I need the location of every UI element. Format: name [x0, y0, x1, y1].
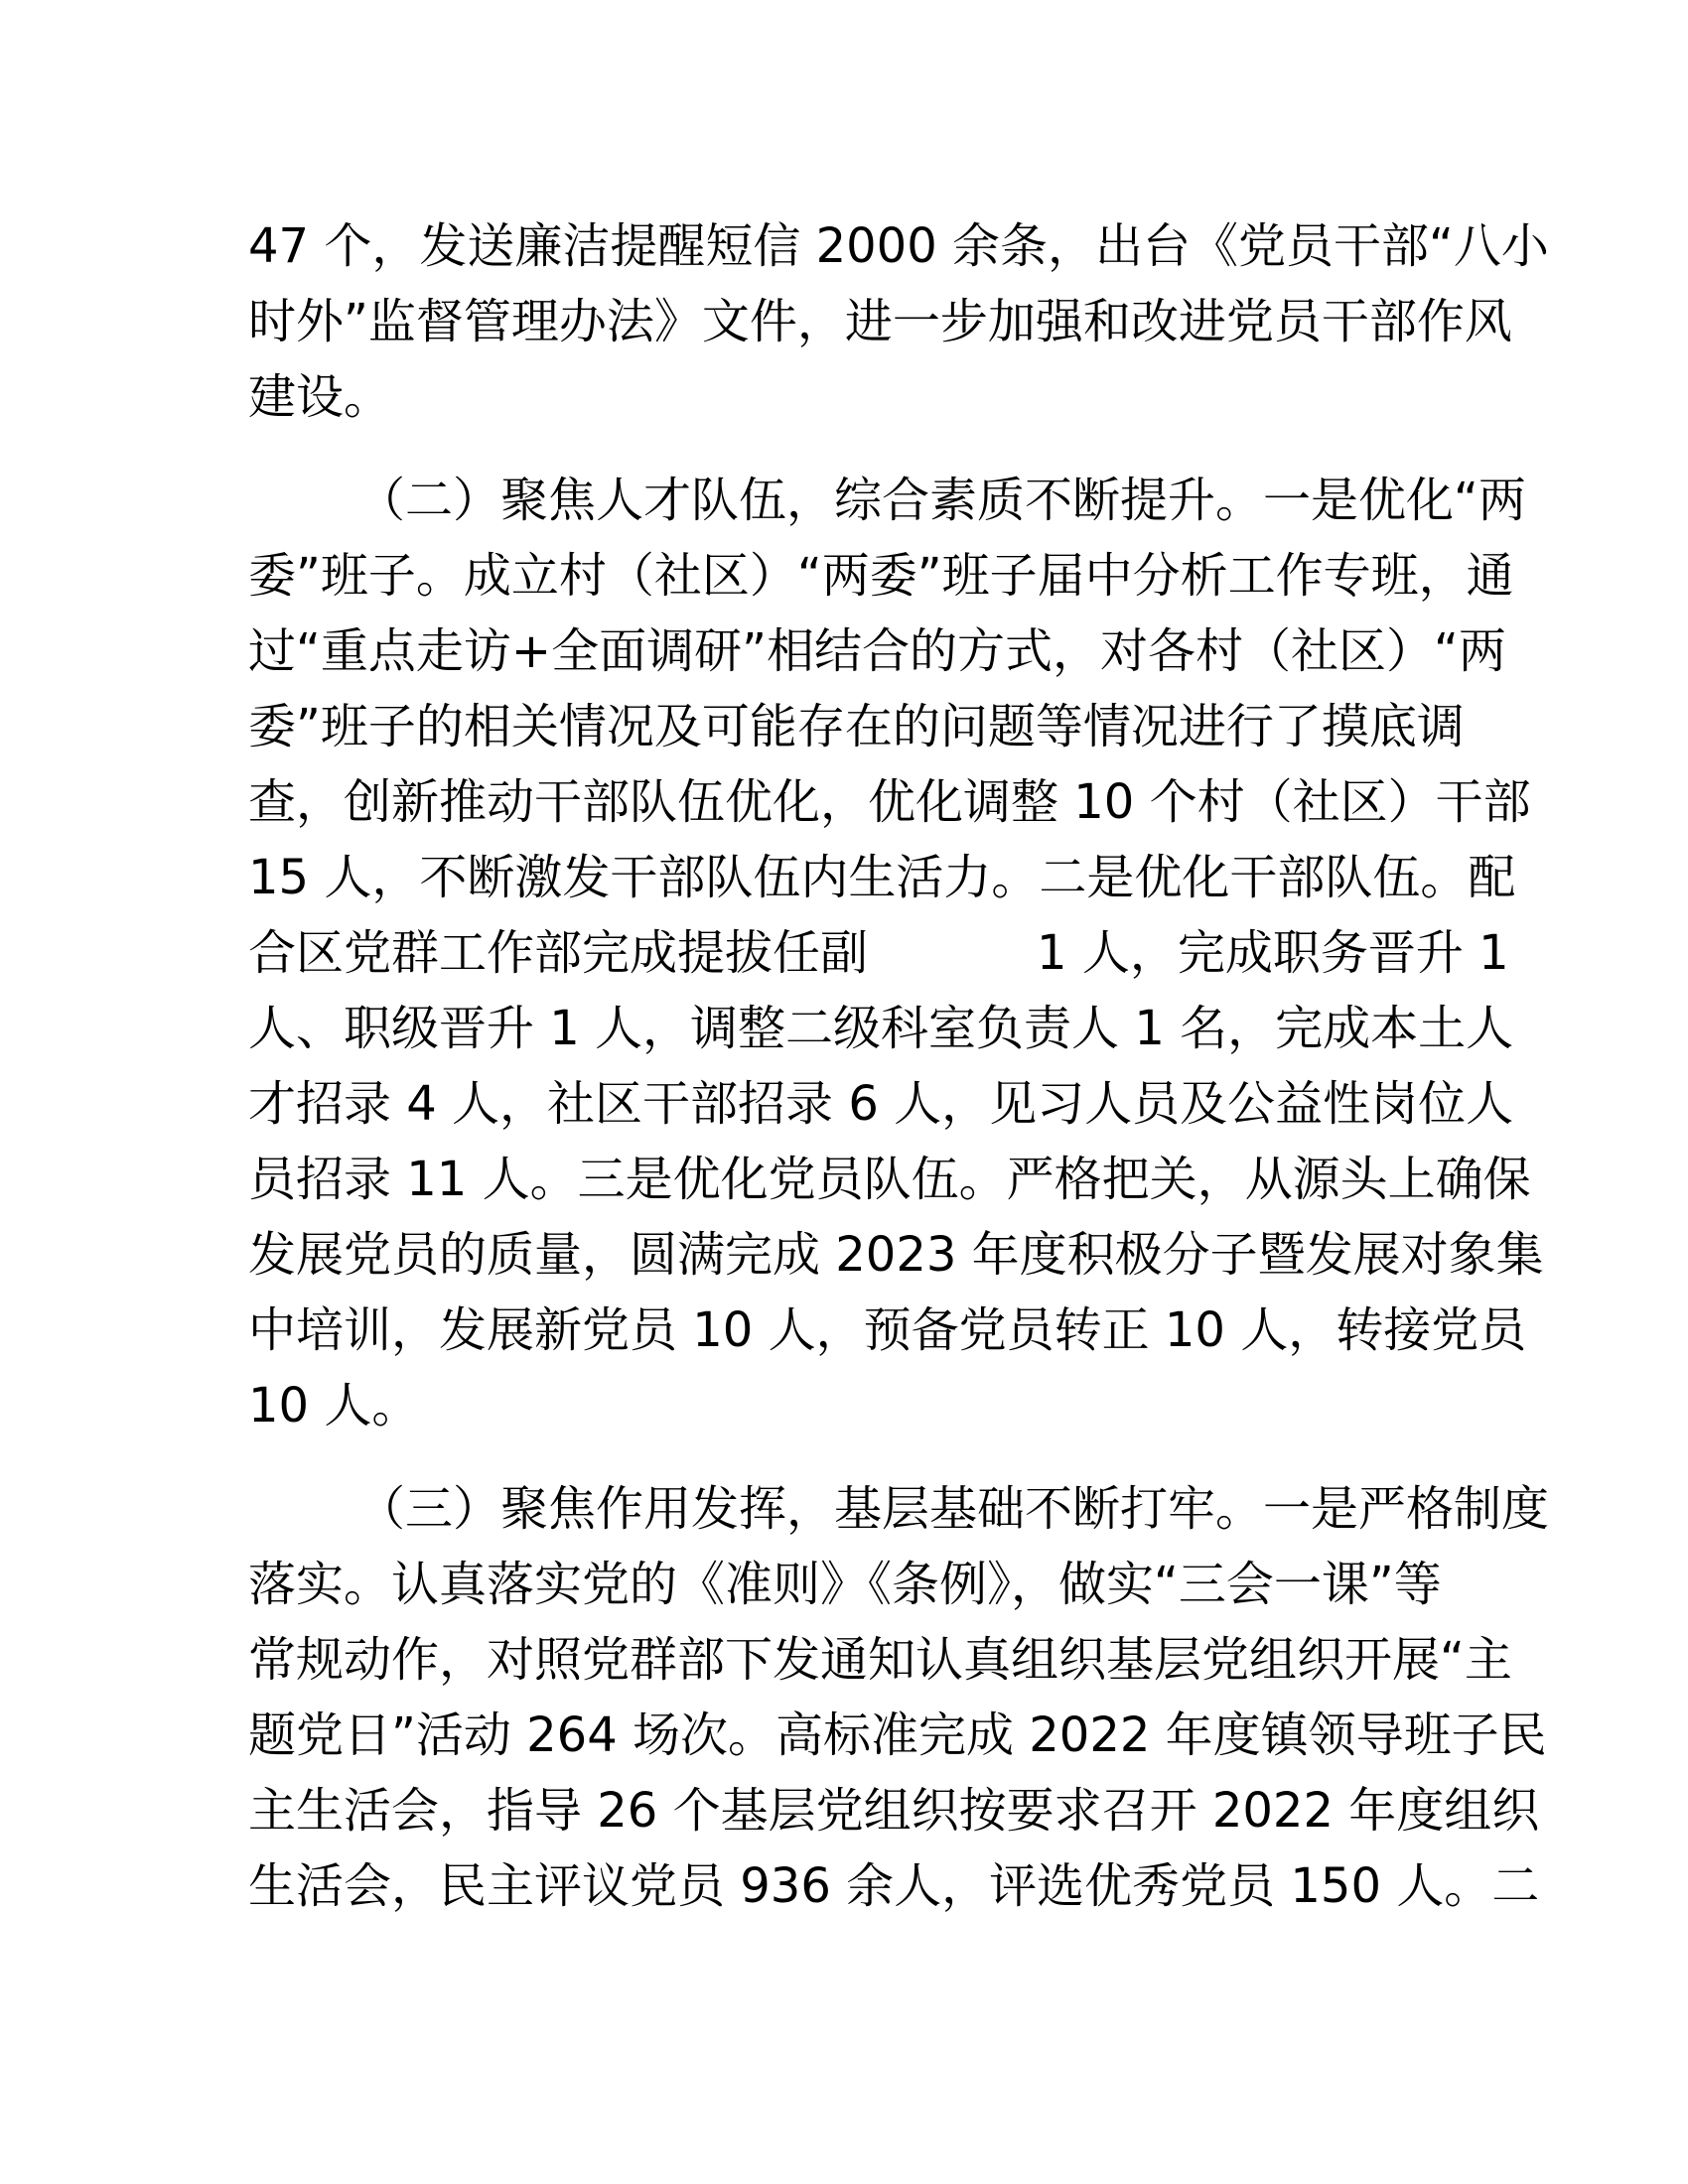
paragraph-spacer — [248, 1443, 1440, 1471]
text-line-with-gap — [248, 915, 1509, 991]
text-line: 才招录 4 人，社区干部招录 6 人，见习人员及公益性岗位人 — [248, 1076, 1514, 1132]
paragraph-spacer — [248, 435, 1440, 463]
text-line: 中培训，发展新党员 10 人，预备党员转正 10 人，转接党员 — [248, 1302, 1527, 1358]
text-line: 15 人，不断激发干部队伍内生活力。二是优化干部队伍。配 — [248, 850, 1516, 905]
text-line: 47 个，发送廉洁提醒短信 2000 余条，出台《党员干部“八小 — [248, 218, 1549, 274]
text-line: 人、职级晋升 1 人，调整二级科室负责人 1 名，完成本土人 — [248, 1001, 1514, 1056]
text-line: 落实。认真落实党的《准则》《条例》，做实“三会一课”等 — [248, 1557, 1442, 1612]
text-line: （三）聚焦作用发挥，基层基础不断打牢。一是严格制度 — [357, 1481, 1550, 1537]
text-before-gap: 合区党群工作部完成提拔任副 — [248, 925, 869, 981]
text-line: 10 人。 — [248, 1378, 420, 1433]
text-line: 建设。 — [248, 369, 392, 425]
text-line: （二）聚焦人才队伍，综合素质不断提升。一是优化“两 — [357, 473, 1526, 528]
text-line: 常规动作，对照党群部下发通知认真组织基层党组织开展“主 — [248, 1632, 1512, 1688]
text-line: 过“重点走访+全面调研”相结合的方式，对各村（社区）“两 — [248, 623, 1506, 679]
text-line: 时外”监督管理办法》文件，进一步加强和改进党员干部作风 — [248, 294, 1512, 349]
text-line: 委”班子的相关情况及可能存在的问题等情况进行了摸底调 — [248, 699, 1465, 754]
text-line: 委”班子。成立村（社区）“两委”班子届中分析工作专班，通 — [248, 548, 1514, 604]
paragraph-3 — [248, 1471, 1550, 1924]
document-body — [248, 208, 1550, 1924]
paragraph-2 — [248, 463, 1544, 1443]
text-line: 生活会，民主评议党员 936 余人，评选优秀党员 150 人。二 — [248, 1858, 1540, 1914]
text-line: 题党日”活动 264 场次。高标准完成 2022 年度镇领导班子民 — [248, 1707, 1547, 1763]
paragraph-1 — [248, 208, 1549, 435]
text-line: 员招录 11 人。三是优化党员队伍。严格把关，从源头上确保 — [248, 1152, 1531, 1207]
text-after-gap: 1 人，完成职务晋升 1 — [1037, 925, 1509, 981]
text-line: 查，创新推动干部队伍优化，优化调整 10 个村（社区）干部 — [248, 774, 1531, 830]
text-line: 主生活会，指导 26 个基层党组织按要求召开 2022 年度组织 — [248, 1783, 1540, 1839]
text-line: 发展党员的质量，圆满完成 2023 年度积极分子暨发展对象集 — [248, 1227, 1544, 1283]
